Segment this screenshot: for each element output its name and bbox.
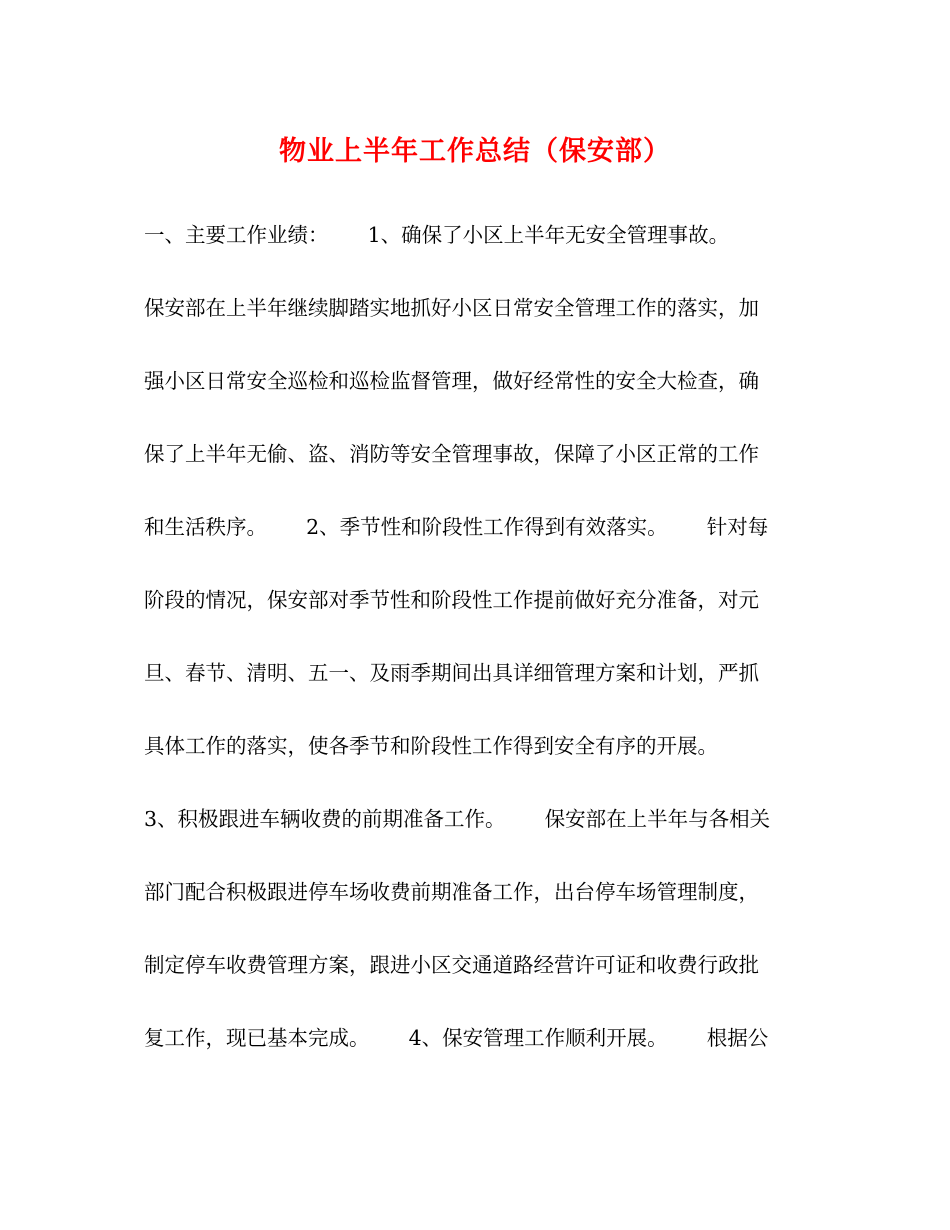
body-line: 具体工作的落实，使各季节和阶段性工作得到安全有序的开展。 (144, 734, 718, 758)
body-line: 和生活秩序。 2、季节性和阶段性工作得到有效落实。 针对每 (144, 515, 769, 539)
body-line: 3、积极跟进车辆收费的前期准备工作。 保安部在上半年与各相关 (144, 807, 771, 831)
document-title: 物业上半年工作总结（保安部） (279, 136, 671, 167)
body-line: 保了上半年无偷、盗、消防等安全管理事故，保障了小区正常的工作 (144, 442, 759, 466)
body-line: 部门配合积极跟进停车场收费前期准备工作，出台停车场管理制度， (144, 880, 759, 904)
body-line: 保安部在上半年继续脚踏实地抓好小区日常安全管理工作的落实，加 (144, 296, 759, 320)
body-line: 旦、春节、清明、五一、及雨季期间出具详细管理方案和计划，严抓 (144, 661, 759, 685)
body-line: 制定停车收费管理方案，跟进小区交通道路经营许可证和收费行政批 (144, 953, 759, 977)
body-line: 一、主要工作业绩： 1、确保了小区上半年无安全管理事故。 (144, 223, 730, 247)
body-line: 强小区日常安全巡检和巡检监督管理，做好经常性的安全大检查，确 (144, 369, 759, 393)
body-line: 复工作，现已基本完成。 4、保安管理工作顺利开展。 根据公 (144, 1026, 769, 1050)
body-line: 阶段的情况，保安部对季节性和阶段性工作提前做好充分准备，对元 (144, 588, 759, 612)
document-body (144, 217, 824, 1093)
